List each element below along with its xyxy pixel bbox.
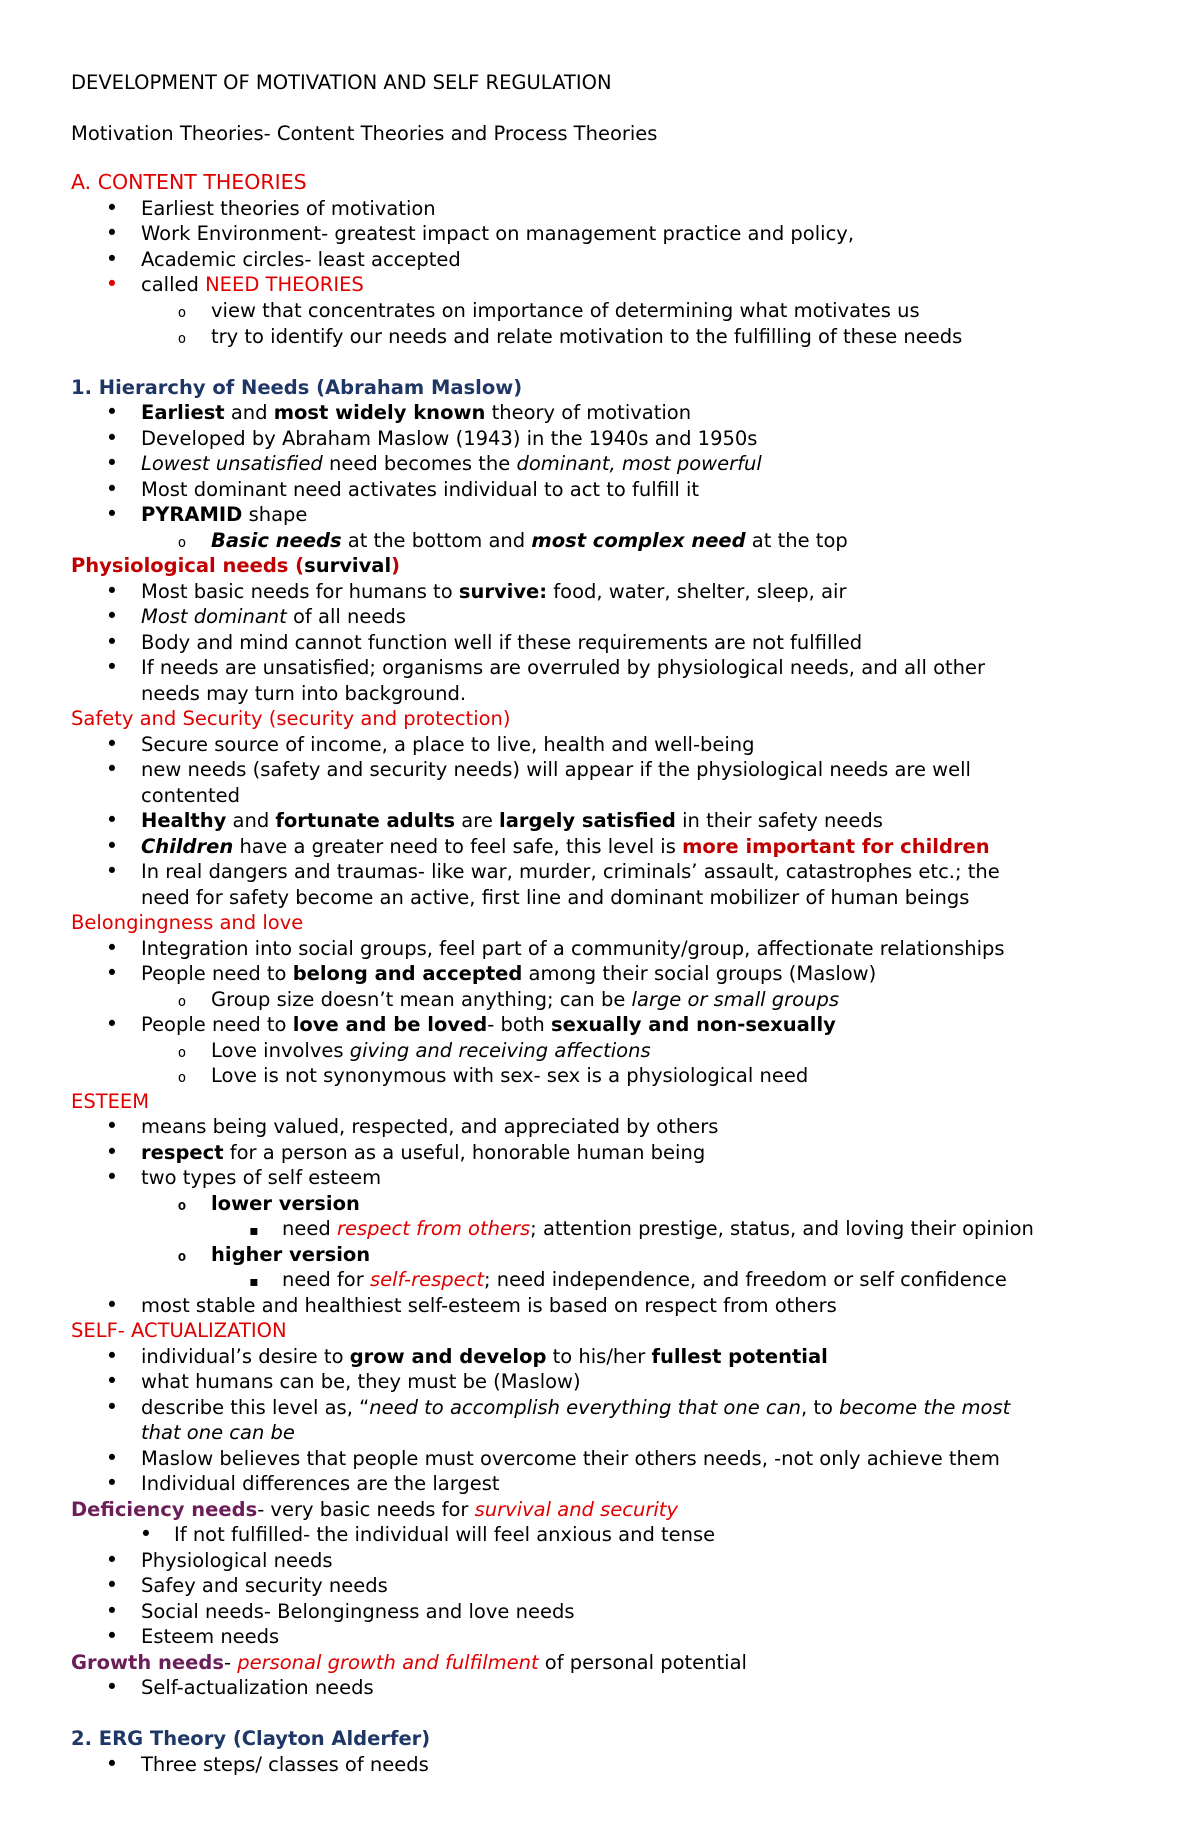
list-item: • Most basic needs for humans to survive: food, water, shelter, sleep, air	[0, 579, 1200, 604]
bullet-icon	[138, 1522, 154, 1547]
circle-bullet-icon	[174, 987, 190, 1015]
list-item: • Individual differences are the largest	[0, 1471, 1200, 1496]
sub-list-item: o Love is not synonymous with sex- sex is a physiological need	[0, 1063, 1200, 1088]
section-heading-content-theories: A. CONTENT THEORIES	[71, 170, 307, 194]
bullet-icon	[104, 426, 120, 451]
bullet-icon	[104, 1140, 120, 1165]
square-bullet-icon	[246, 1216, 262, 1244]
list-item: • Developed by Abraham Maslow (1943) in the 1940s and 1950s	[0, 426, 1200, 451]
bullet-icon	[104, 1165, 120, 1190]
bullet-icon	[104, 1675, 120, 1700]
circle-bullet-icon	[174, 1038, 190, 1066]
section-heading-maslow: 1. Hierarchy of Needs (Abraham Maslow)	[71, 376, 523, 399]
list-item: • what humans can be, they must be (Maslow)	[0, 1369, 1200, 1394]
bullet-icon	[104, 1369, 120, 1394]
list-item: • If not fulfilled- the individual will feel anxious and tense	[0, 1522, 1200, 1547]
square-bullet-icon	[246, 1267, 262, 1295]
list-item: • Healthy and fortunate adults are largely satisfied in their safety needs	[0, 808, 1200, 833]
bullet-icon	[104, 1624, 120, 1649]
circle-bullet-icon	[174, 1242, 190, 1270]
list-item: • means being valued, respected, and appreciated by others	[0, 1114, 1200, 1139]
bullet-icon	[104, 859, 120, 884]
document-subtitle: Motivation Theories- Content Theories and Process Theories	[71, 122, 658, 145]
list-item: • People need to love and be loved- both sexually and non-sexually	[0, 1012, 1200, 1037]
bullet-icon	[104, 630, 120, 655]
list-item: • new needs (safety and security needs) will appear if the physiological needs are well	[0, 757, 1200, 782]
sub-list-item: o Group size doesn’t mean anything; can be large or small groups	[0, 987, 1200, 1012]
list-item: • Secure source of income, a place to live, health and well-being	[0, 732, 1200, 757]
sub-sub-list-item: ▪ need for self-respect; need independence, and freedom or self confidence	[0, 1267, 1200, 1292]
list-item-continuation: that one can be	[141, 1421, 295, 1444]
bullet-icon	[104, 757, 120, 782]
list-item: • Most dominant of all needs	[0, 604, 1200, 629]
sub-list-item: o lower version	[0, 1191, 1200, 1216]
bullet-icon	[104, 1752, 120, 1777]
sub-list-item: o view that concentrates on importance of determining what motivates us	[0, 298, 1200, 323]
list-item: • Three steps/ classes of needs	[0, 1752, 1200, 1777]
sub-list-item: o try to identify our needs and relate motivation to the fulfilling of these needs	[0, 324, 1200, 349]
list-item: • Esteem needs	[0, 1624, 1200, 1649]
list-item: • Integration into social groups, feel part of a community/group, affectionate relationships	[0, 936, 1200, 961]
list-item: • Physiological needs	[0, 1548, 1200, 1573]
list-item: • Earliest and most widely known theory of motivation	[0, 400, 1200, 425]
list-item: • Safey and security needs	[0, 1573, 1200, 1598]
list-item: • Most dominant need activates individual to act to fulfill it	[0, 477, 1200, 502]
list-item: • called NEED THEORIES	[0, 272, 1200, 297]
sub-list-item: o Love involves giving and receiving affections	[0, 1038, 1200, 1063]
circle-bullet-icon	[174, 1063, 190, 1091]
list-item: • Children have a greater need to feel safe, this level is more important for children	[0, 834, 1200, 859]
bullet-icon	[104, 477, 120, 502]
circle-bullet-icon	[174, 324, 190, 352]
list-item: • Lowest unsatisfied need becomes the dominant, most powerful	[0, 451, 1200, 476]
list-item: • Academic circles- least accepted	[0, 247, 1200, 272]
subsection-heading-physiological: Physiological needs (survival)	[71, 554, 401, 577]
subsection-heading-growth-needs: Growth needs- personal growth and fulfilment of personal potential	[71, 1651, 747, 1674]
list-item: • People need to belong and accepted among their social groups (Maslow)	[0, 961, 1200, 986]
list-item: • Social needs- Belongingness and love needs	[0, 1599, 1200, 1624]
bullet-icon	[104, 272, 120, 297]
bullet-icon	[104, 1114, 120, 1139]
bullet-icon	[104, 1599, 120, 1624]
bullet-icon	[104, 1012, 120, 1037]
subsection-heading-esteem: ESTEEM	[71, 1090, 150, 1113]
list-item-continuation: contented	[141, 784, 241, 807]
bullet-icon	[104, 961, 120, 986]
bullet-icon	[104, 1471, 120, 1496]
bullet-icon	[104, 732, 120, 757]
subsection-heading-deficiency-needs: Deficiency needs- very basic needs for survival and security	[71, 1498, 678, 1521]
list-item: • describe this level as, “need to accomplish everything that one can, to become the most	[0, 1395, 1200, 1420]
bullet-icon	[104, 1344, 120, 1369]
list-item: • most stable and healthiest self-esteem is based on respect from others	[0, 1293, 1200, 1318]
bullet-icon	[104, 655, 120, 680]
list-item: • two types of self esteem	[0, 1165, 1200, 1190]
subsection-heading-self-actualization: SELF- ACTUALIZATION	[71, 1319, 287, 1342]
bullet-icon	[104, 834, 120, 859]
bullet-icon	[104, 579, 120, 604]
sub-list-item: o Basic needs at the bottom and most complex need at the top	[0, 528, 1200, 553]
list-item: • Self-actualization needs	[0, 1675, 1200, 1700]
circle-bullet-icon	[174, 298, 190, 326]
list-item: • In real dangers and traumas- like war, murder, criminals’ assault, catastrophes etc.; the	[0, 859, 1200, 884]
bullet-icon	[104, 221, 120, 246]
circle-bullet-icon	[174, 1191, 190, 1219]
bullet-icon	[104, 808, 120, 833]
sub-sub-list-item: ▪ need respect from others; attention prestige, status, and loving their opinion	[0, 1216, 1200, 1241]
list-item: • Body and mind cannot function well if these requirements are not fulfilled	[0, 630, 1200, 655]
bullet-icon	[104, 400, 120, 425]
bullet-icon	[104, 196, 120, 221]
list-item: • Work Environment- greatest impact on management practice and policy,	[0, 221, 1200, 246]
list-item: • If needs are unsatisfied; organisms are overruled by physiological needs, and all other	[0, 655, 1200, 680]
list-item: • respect for a person as a useful, honorable human being	[0, 1140, 1200, 1165]
list-item-continuation: need for safety become an active, first line and dominant mobilizer of human beings	[141, 886, 970, 909]
bullet-icon	[104, 1548, 120, 1573]
sub-list-item: o higher version	[0, 1242, 1200, 1267]
circle-bullet-icon	[174, 528, 190, 556]
list-item: • Maslow believes that people must overcome their others needs, -not only achieve them	[0, 1446, 1200, 1471]
bullet-icon	[104, 936, 120, 961]
bullet-icon	[104, 1395, 120, 1420]
list-item: • individual’s desire to grow and develop to his/her fullest potential	[0, 1344, 1200, 1369]
bullet-icon	[104, 1446, 120, 1471]
bullet-icon	[104, 502, 120, 527]
bullet-icon	[104, 247, 120, 272]
list-item: • Earliest theories of motivation	[0, 196, 1200, 221]
subsection-heading-safety: Safety and Security (security and protection)	[71, 707, 511, 730]
bullet-icon	[104, 604, 120, 629]
bullet-icon	[104, 1573, 120, 1598]
section-heading-erg-theory: 2. ERG Theory (Clayton Alderfer)	[71, 1727, 431, 1750]
list-item: • PYRAMID shape	[0, 502, 1200, 527]
document-title: DEVELOPMENT OF MOTIVATION AND SELF REGULATION	[71, 71, 612, 94]
subsection-heading-belongingness: Belongingness and love	[71, 911, 304, 934]
list-item-continuation: needs may turn into background.	[141, 682, 467, 705]
bullet-icon	[104, 1293, 120, 1318]
bullet-icon	[104, 451, 120, 476]
